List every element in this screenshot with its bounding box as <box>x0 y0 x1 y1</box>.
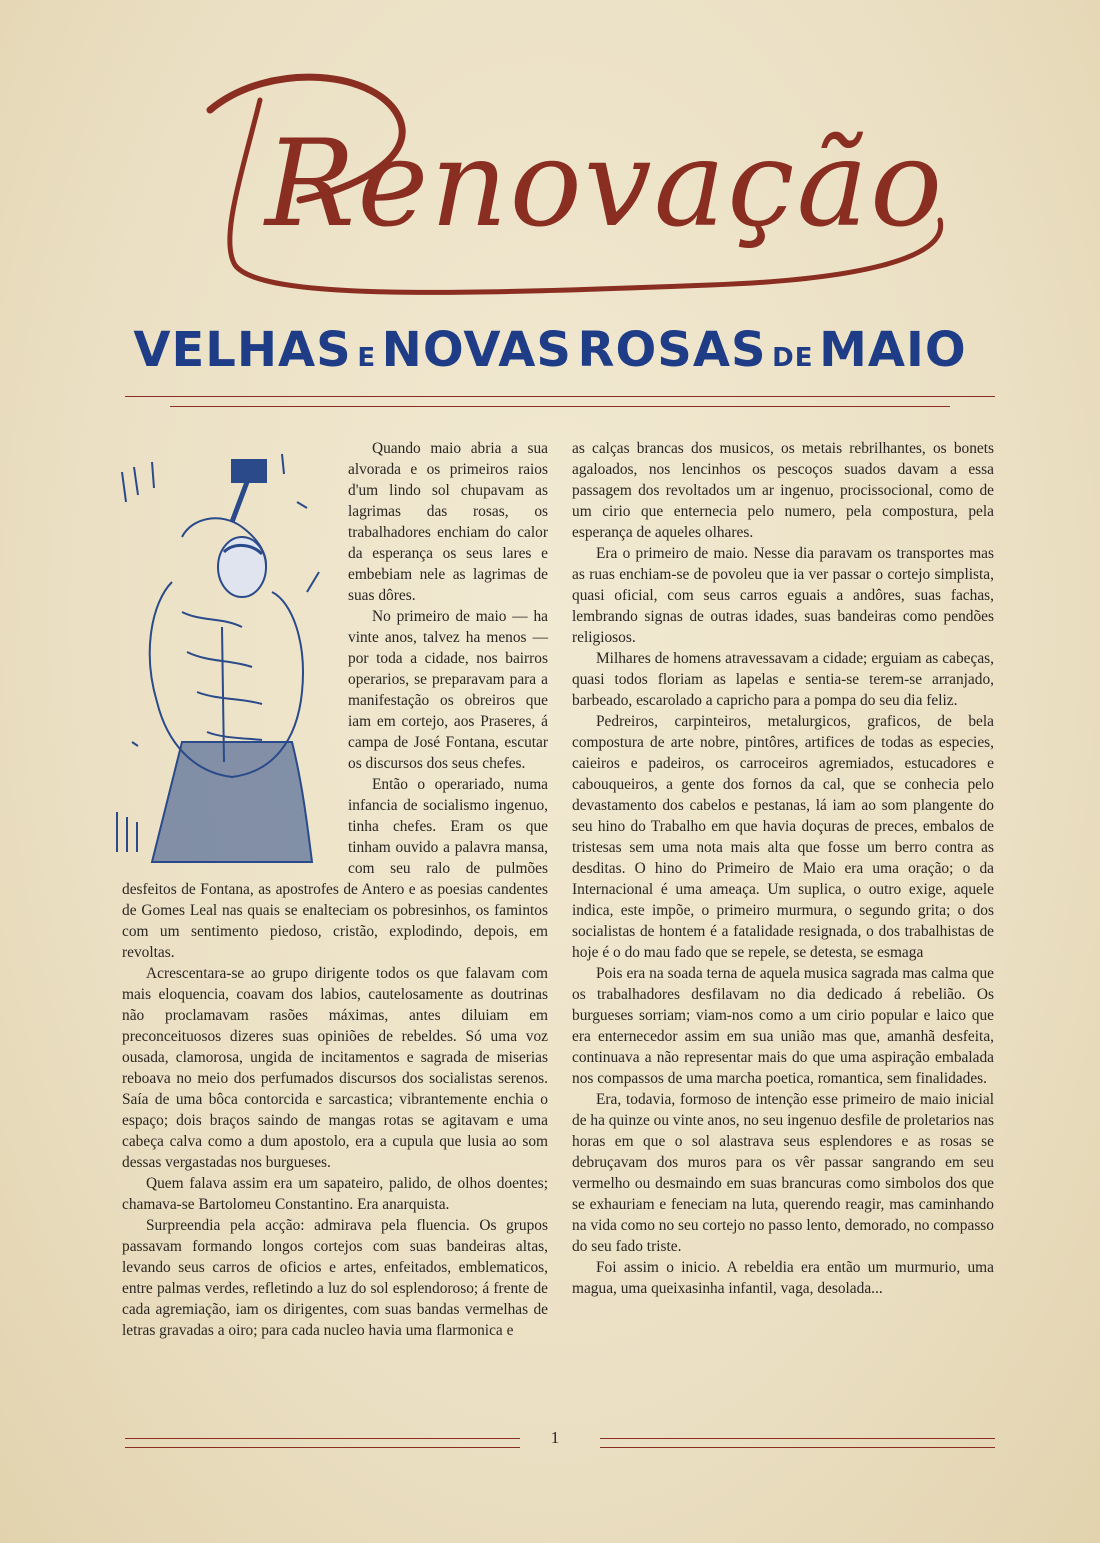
paragraph: Pedreiros, carpinteiros, metalurgicos, graficos, de bela compostura de arte nobre, pintôres, artifices de todas as especies, caieiros e padeiros, os carroceiros agremiados, estucadores e cabouqueiros, a gente dos fornos da cal, que se conhecia pelo devastamento dos cabelos e pestanas, lá iam ao som plangente do seu hino do Trabalho em que havia doçuras de preces, embalos de tristesas sem uma nota mais alta que fosse um berro contra as desditas. O hino do Primeiro de Maio era uma oração; o da Internacional é uma ameaça. Um suplica, o outro exige, aquele indica, este impõe, o primeiro murmura, o segundo grita; o dos socialistas de hontem é a fatalidade resignada, o dos trabalhistas de hoje é o do mau fado que se repele, se detesta, se esmaga <box>572 713 994 961</box>
paragraph: No primeiro de maio — ha vinte anos, talvez ha menos — por toda a cidade, nos bairros operarios, se preparavam para a manifestação os obreiros que iam em cortejo, aos Praseres, á campa de José Fontana, escutar os discursos dos seus chefes. <box>348 608 548 772</box>
headline-word: MAIO <box>819 322 967 378</box>
masthead <box>150 40 970 310</box>
article-column-right <box>572 438 994 1299</box>
article-column-left <box>122 438 548 1341</box>
paragraph: Quando maio abria a sua alvorada e os primeiros raios d'um lindo sol chupavam as lagrimas das rosas, os trabalhadores enchiam do calor da esperança os seus lares e embebiam nele as lagrimas de suas dôres. <box>348 440 548 604</box>
headline-word: DE <box>772 343 814 373</box>
paragraph: Foi assim o inicio. A rebeldia era então um murmurio, uma magua, uma queixasinha infantil, vaga, desolada... <box>572 1259 994 1297</box>
rule-line <box>170 406 950 407</box>
headline-word: ROSAS <box>577 322 767 378</box>
rule-line <box>125 396 995 397</box>
masthead-title: Renovação <box>265 115 945 254</box>
masthead-script-logo <box>150 40 970 310</box>
paragraph: Então o operariado, numa infancia de socialismo ingenuo, tinha chefes. Eram os que tinham ouvido a palavra mansa, com seu ralo de pulmões desfeitos de Fontana, as apostrofes de Antero e as poesias candentes de Gomes Leal nas quais se enalteciam os pobresinhos, os famintos com um sentimento piedoso, cristão, explodindo, depois, em revoltas. <box>122 776 548 961</box>
headline <box>110 322 990 382</box>
headline-word: E <box>357 343 377 373</box>
blacksmith-hammer-illustration <box>112 442 338 868</box>
paragraph: Acrescentara-se ao grupo dirigente todos os que falavam com mais eloquencia, coavam dos labios, cautelosamente as doutrinas não proclamavam rasões máximas, antes diluiam em preconceituosos dizeres suas opiniões de rebeldes. Só uma voz ousada, clamorosa, ungida de incitamentos e sagrada de miserias reboava no meio dos perfumados discursos dos socialistas serenos. Saía de uma bôca contorcida e sarcastica; vibrantemente enchia o espaço; dois braços saindo de mangas rotas se agitavam e uma cabeça calva como a dum apostolo, era a cupula que lusia ao som dessas vergastadas nos burgueses. <box>122 965 548 1171</box>
paragraph: Milhares de homens atravessavam a cidade; erguiam as cabeças, quasi todos floriam as lapelas e sentia-se terem-se arranjado, barbeado, escarolado a capricho para a pompa do seu dia feliz. <box>572 650 994 709</box>
paragraph: Pois era na soada terna de aquela musica sagrada mas calma que os trabalhadores desfilavam no dia dedicado á rebelião. Os burgueses sorriam; viam-nos como a um cirio popular e laico que era enternecedor assim em sua união mas que, amanhã desfeita, continuava a não representar mais do que uma aspiração embalada nos compassos de uma marcha poetica, romantica, sem finalidades. <box>572 965 994 1087</box>
page-number: 1 <box>550 1428 560 1447</box>
top-double-rule <box>125 396 995 416</box>
rule-line <box>125 1438 520 1448</box>
headline-word: VELHAS <box>133 322 352 378</box>
paragraph: Quem falava assim era um sapateiro, palido, de olhos doentes; chamava-se Bartolomeu Constantino. Era anarquista. <box>122 1175 548 1213</box>
headline-word: NOVAS <box>381 322 572 378</box>
paragraph: Era, todavia, formoso de intenção esse primeiro de maio inicial de ha quinze ou vinte anos, no seu ingenuo desfile de proletarios nas horas em que o sol alastrava seus esplendores e as rosas se debruçavam dos muros para os vêr passar sangrando em seu vermelho ou desmaindo em suas brancuras como simbolos dos que se exhauriam e feneciam na luta, querendo reagir, mas caminhando na vida como no seu cortejo no passo lento, demorado, no compasso do seu fado triste. <box>572 1091 994 1255</box>
paragraph: as calças brancas dos musicos, os metais rebrilhantes, os bonets agaloados, nos lencinhos os pescoços suados davam a essa passagem dos revoltados um ar ingenuo, procissocional, como de um cirio que enternecia pelo numero, pela compostura, pela esperança de aqueles olhares. <box>572 440 994 541</box>
paragraph: Surpreendia pela acção: admirava pela fluencia. Os grupos passavam formando longos cortejos com suas bandeiras altas, levando seus carros de oficios e artes, enfeitados, emblematicos, entre palmas verdes, refletindo a luz do sol esplendoroso; á frente de cada agremiação, iam os dirigentes, com suas bandas vermelhas de letras gravadas a oiro; para cada nucleo havia uma flarmonica e <box>122 1217 548 1339</box>
rule-line <box>600 1438 995 1448</box>
paragraph: Era o primeiro de maio. Nesse dia paravam os transportes mas as ruas enchiam-se de povoleu que ia ver passar o cortejo simplista, quasi oficial, com seus carros eguais a andôres, suas fachas, lembrando signas de outras idades, suas bandeiras como pendões religiosos. <box>572 545 994 646</box>
worker-icon <box>112 442 338 868</box>
